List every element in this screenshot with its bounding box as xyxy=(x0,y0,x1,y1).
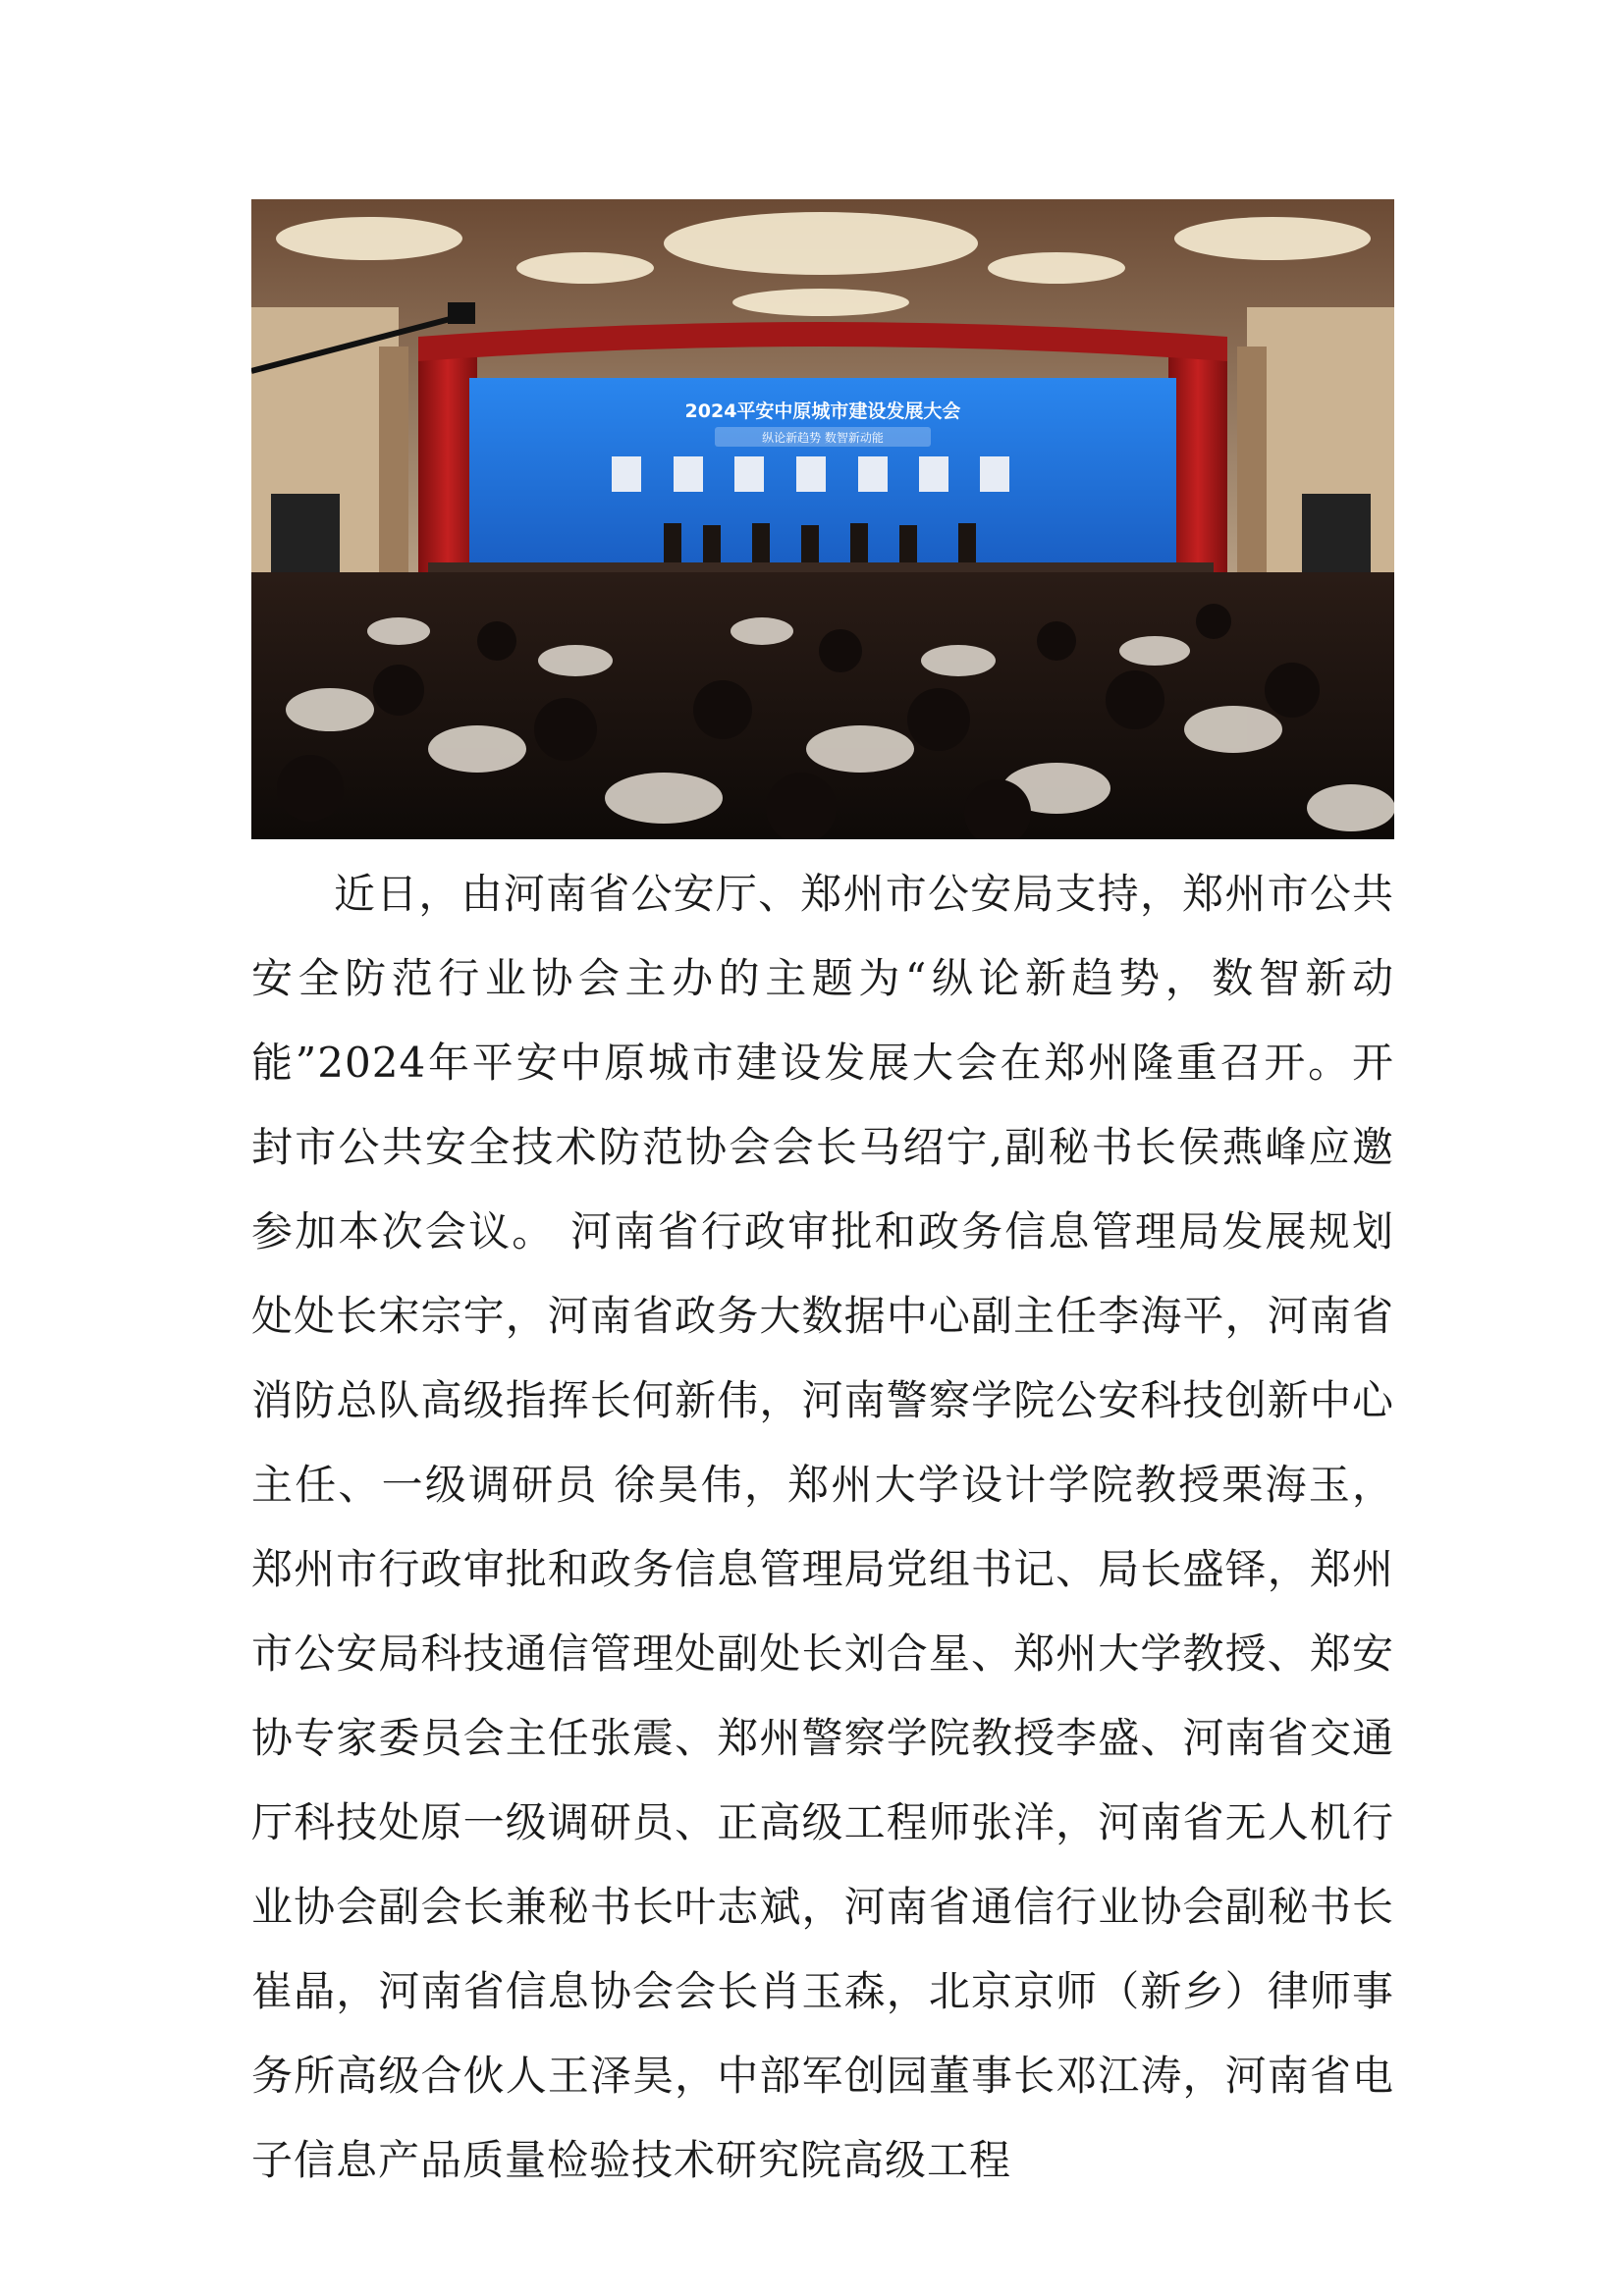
banner-title: 2024平安中原城市建设发展大会 xyxy=(684,400,961,422)
conference-photo xyxy=(251,199,1394,839)
banner-subtitle: 纵论新趋势 数智新动能 xyxy=(762,431,884,445)
article-paragraph: 近日，由河南省公安厅、郑州市公安局支持，郑州市公共安全防范行业协会主办的主题为“纵论新趋势，数智新动能”2024年平安中原城市建设发展大会在郑州隆重召开。开封市公共安全技术防范协会会长马绍宁,副秘书长侯燕峰应邀参加本次会议。 河南省行政审批和政务信息管理局发展规划处处长宋宗宇，河南省政务大数据中心副主任李海平，河南省消防总队高级指挥长何新伟，河南警察学院公安科技创新中心主任、一级调研员 徐昊伟，郑州大学设计学院教授栗海玉，郑州市行政审批和政务信息管理局党组书记、局长盛铎，郑州市公安局科技通信管理处副处长刘合星、郑州大学教授、郑安协专家委员会主任张震、郑州警察学院教授李盛、河南省交通厅科技处原一级调研员、正高级工程师张洋，河南省无人机行业协会副会长兼秘书长叶志斌，河南省通信行业协会副秘书长崔晶，河南省信息协会会长肖玉森，北京京师（新乡）律师事务所高级合伙人王泽昊，中部军创园董事长邓江涛，河南省电子信息产品质量检验技术研究院高级工程 xyxy=(251,870,1394,2184)
conference-hall-image xyxy=(251,199,1394,839)
article-body xyxy=(251,852,1394,2203)
